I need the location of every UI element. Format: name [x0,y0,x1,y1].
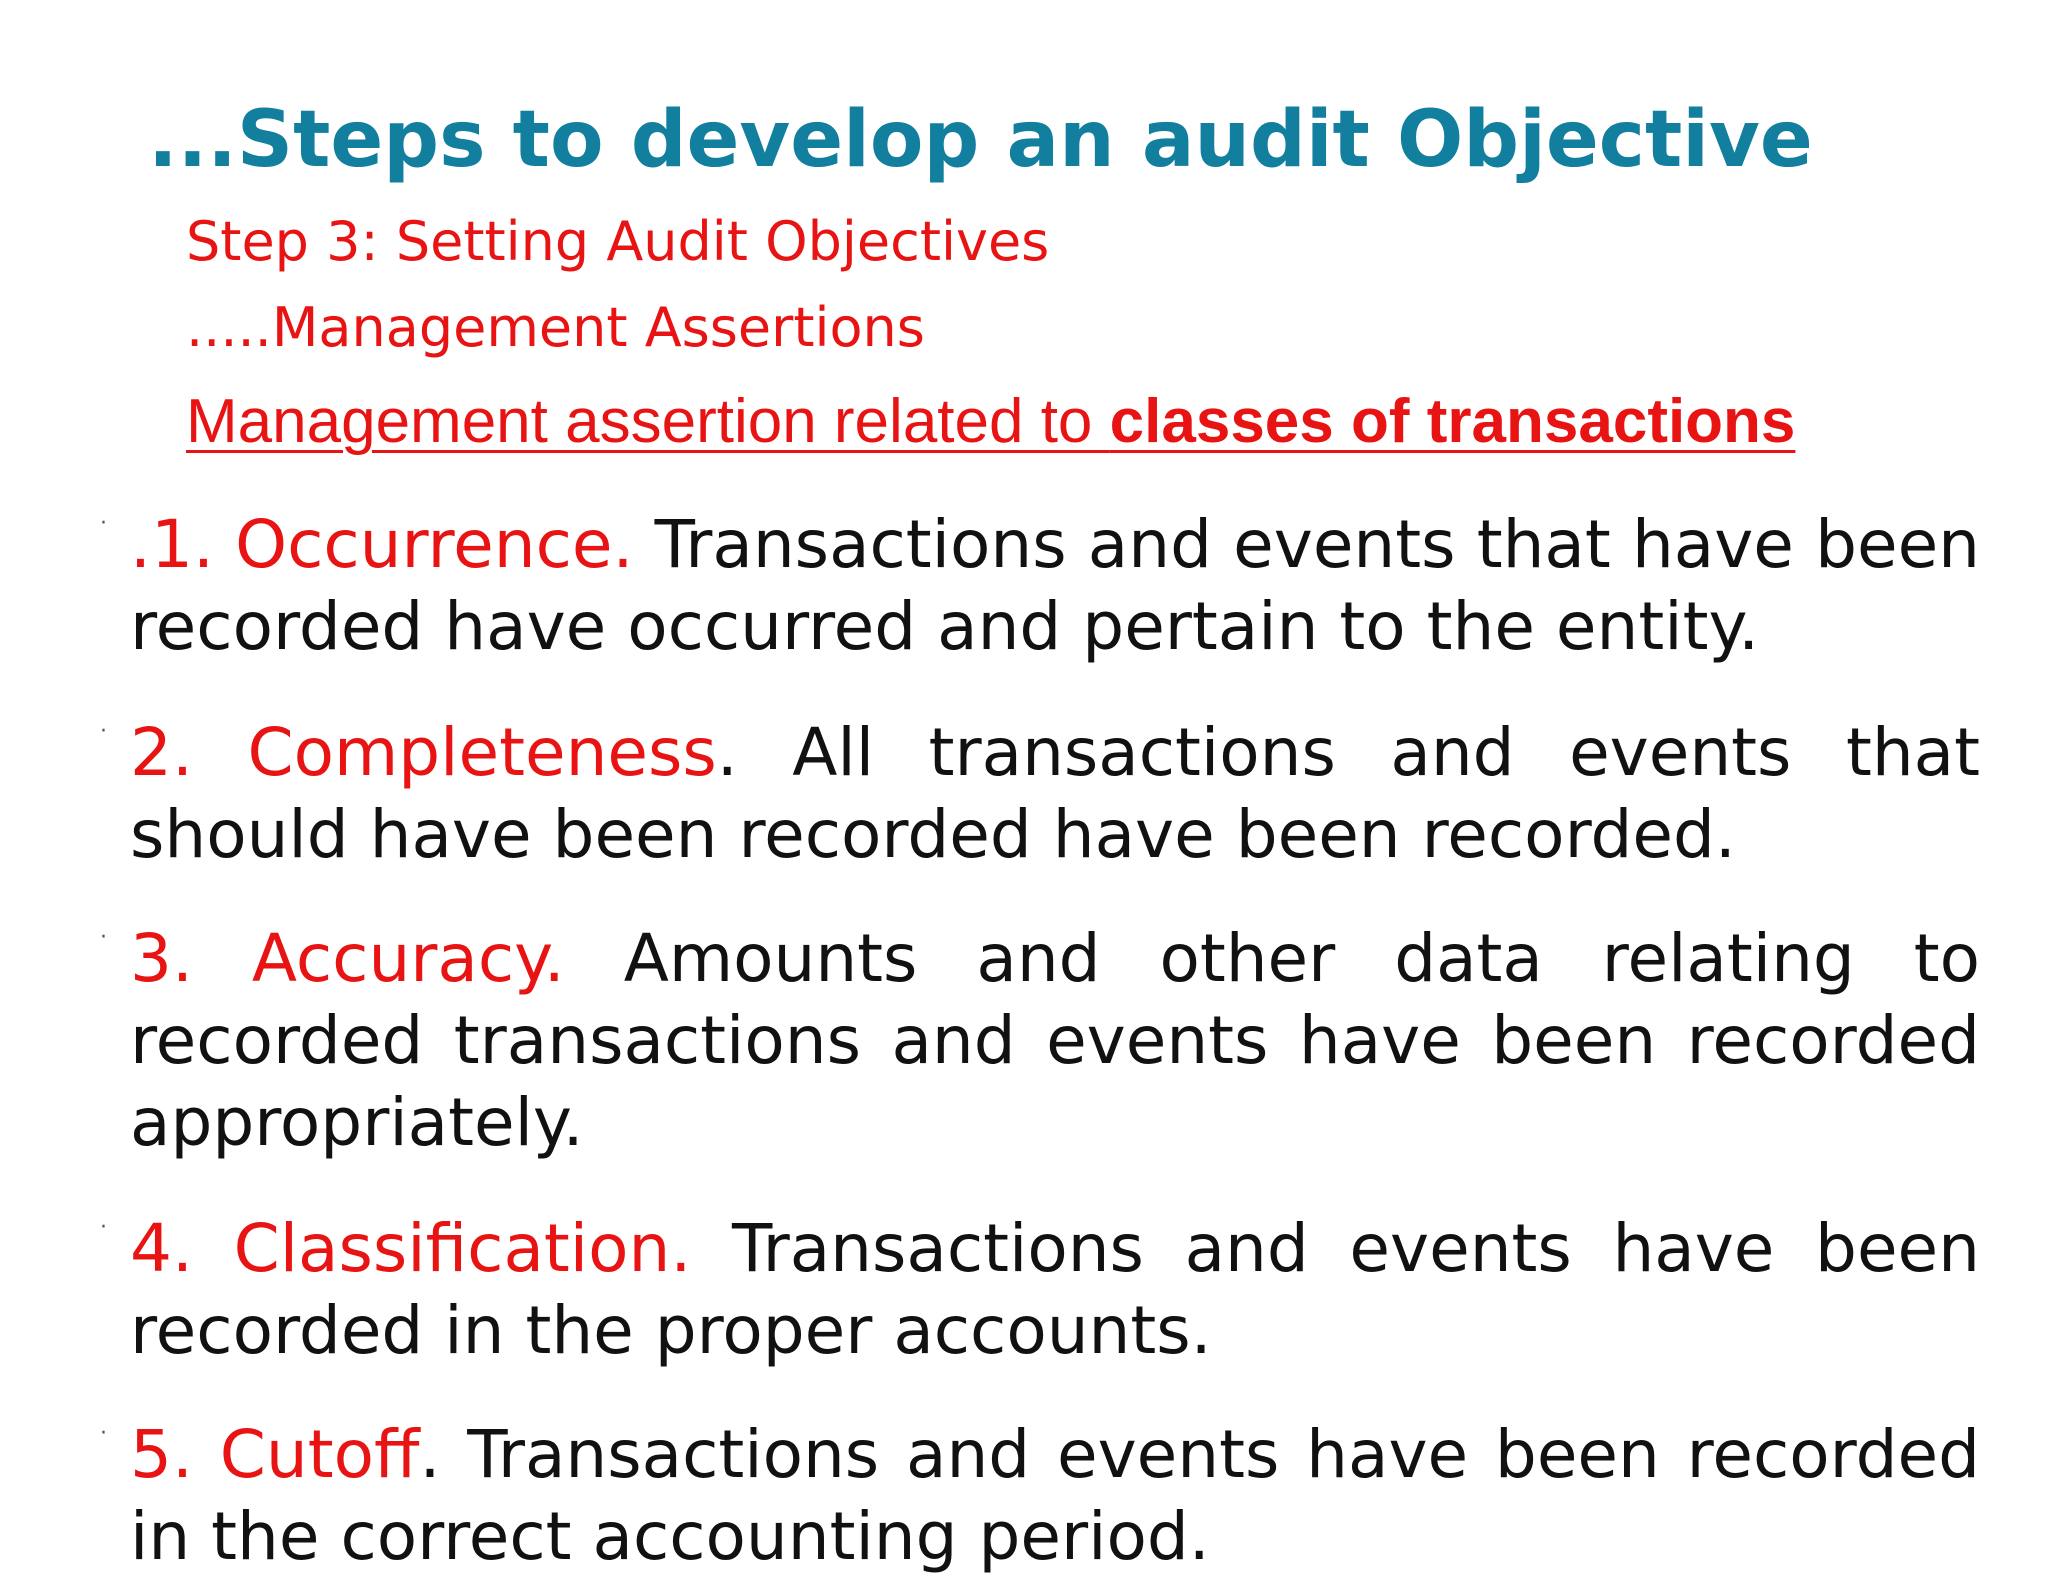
assertion-term: 4. Classification. [130,1210,692,1287]
step-subtitle: Step 3: Setting Audit Objectives [186,210,1050,273]
slide-title: ...Steps to develop an audit Objective [148,95,1813,185]
bullet-icon: · [100,511,107,536]
assertion-item-accuracy [100,918,1980,1164]
section-heading-prefix: Management assertion related to [186,387,1110,456]
assertion-item-completeness [100,712,1980,876]
bullet-icon: · [100,1215,107,1240]
bullet-icon: · [100,1421,107,1446]
assertion-description: Amounts and other data relating to recorded transactions and events have been recorded appropriately. [130,920,1980,1161]
assertion-item-classification [100,1208,1980,1372]
assertion-item-cutoff [100,1414,1981,1578]
assertion-item-occurrence [100,504,1981,668]
assertion-description: Transactions and events that have been recorded have occurred and pertain to the entity. [130,506,1981,665]
assertion-description: Transactions and events have been recorded in the proper accounts. [130,1210,1980,1369]
assertion-term: 2. Completeness [130,714,717,791]
bullet-icon: · [100,719,107,744]
section-heading [186,386,1795,458]
assertion-term: .1. Occurrence. [130,506,634,583]
section-heading-emphasis: classes of transactions [1109,387,1796,456]
assertion-term: 5. Cutoff [130,1416,420,1493]
assertions-subtitle: .....Management Assertions [186,296,925,359]
assertion-description: . Transactions and events have been recorded in the correct accounting period. [130,1416,1981,1575]
bullet-icon: · [100,925,107,950]
assertion-description: . All transactions and events that should have been recorded have been recorded. [130,714,1980,873]
assertion-term: 3. Accuracy. [130,920,565,997]
